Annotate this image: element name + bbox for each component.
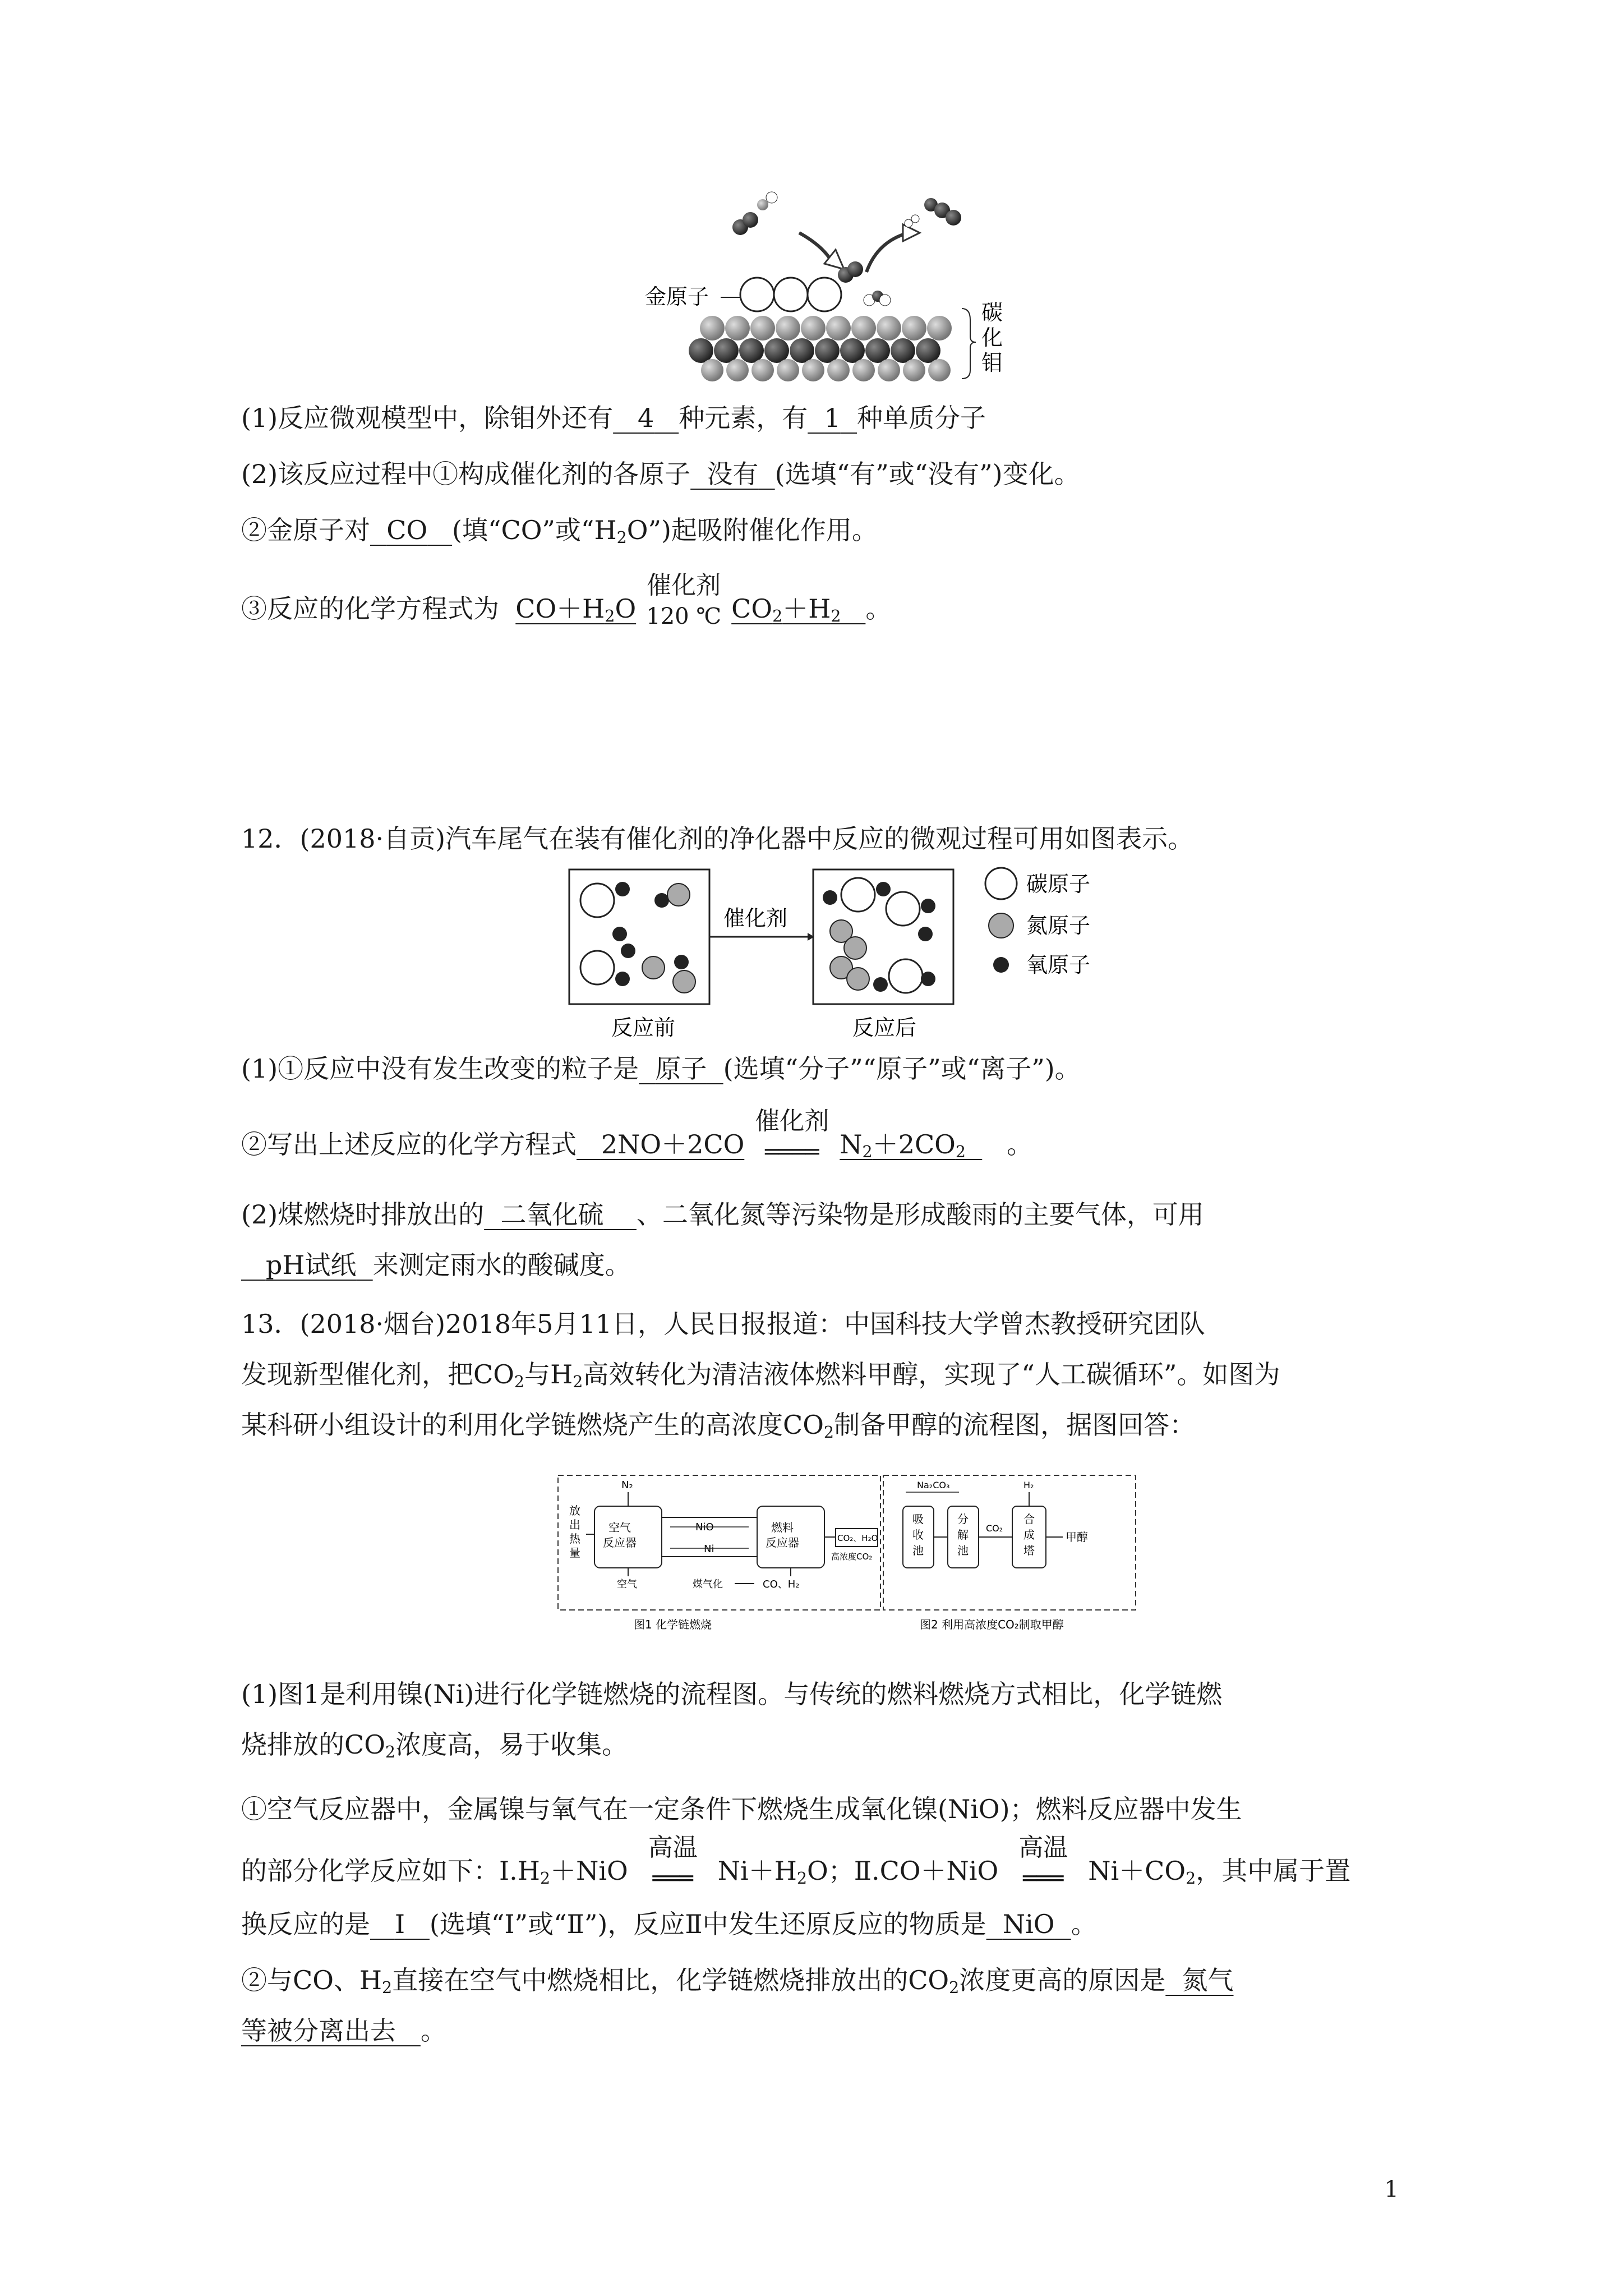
q12-part2b: pH试纸 来测定雨水的酸碱度。 [265,1250,631,1280]
q13-part1-a: (1)图1是利用镍(Ni)进行化学链燃烧的流程图。与传统的燃料燃烧方式相比，化学链燃 [241,1679,1223,1709]
decomp-label-1: 分 [957,1512,969,1526]
fuel-reactor-label-1: 燃料 [771,1521,794,1534]
q13-part3-b: 等被分离出去 。 [241,2016,446,2046]
synth-label-2: 成 [1023,1528,1035,1542]
before-label: 反应前 [611,1015,676,1040]
q13-stem-3: 某科研小组设计的利用化学链燃烧产生的高浓度$CO_2$制备甲醇的流程图，据图回答： [241,1410,1196,1442]
q13-part2-a: ①空气反应器中，金属镍与氧气在一定条件下燃烧生成氧化镍(NiO)；燃料反应器中发生 [241,1794,1242,1824]
catalyst-arrow-label: 催化剂 [723,906,788,931]
q11-equation: ③反应的化学方程式为 $CO+H_2O$ 催化剂 120 ℃ $CO_2+H_2$ 。 [241,571,892,630]
methanol-label: 甲醇 [1066,1530,1088,1544]
q11-part2: (2)该反应过程中①构成催化剂的各原子 没有 (选填“有”或“没有”)变化。 [241,459,1080,489]
heat-label-2: 出 [569,1518,580,1531]
q12-equation: ②写出上述反应的化学方程式 2NO＋2CO 催化剂 ════ $N_2+2CO_2$ 。 [241,1107,1033,1166]
co2-arrow-label: CO₂ [986,1523,1003,1534]
legend-oxygen: 氧原子 [1026,953,1091,977]
figure1-caption: 图1 化学链燃烧 [634,1618,712,1631]
q12-stem: 12．(2018·自贡)汽车尾气在装有催化剂的净化器中反应的微观过程可用如图表示。 [241,823,1194,854]
heat-label-3: 热 [569,1532,580,1545]
synth-label-3: 塔 [1023,1544,1035,1557]
air-reactor-label-1: 空气 [608,1521,631,1534]
page-number: 1 [1384,2177,1399,2202]
heat-label-4: 量 [569,1546,580,1559]
exhaust-reaction-figure [566,867,1138,1043]
q11-part3: ②金原子对 CO (填“CO”或“$H_2O$”)起吸附催化作用。 [241,515,878,547]
air-reactor-label-2: 反应器 [603,1536,637,1549]
h2-label: H₂ [1023,1480,1034,1490]
co-h2-label: CO、H₂ [763,1579,800,1590]
fuel-reactor-label-2: 反应器 [766,1536,799,1549]
chemical-looping-flowchart [555,1473,1138,1635]
coal-label: 煤气化 [693,1579,723,1590]
absorb-label-3: 池 [912,1544,924,1557]
carbide-label-1: 碳 [981,300,1003,325]
q12-part2: (2)煤燃烧时排放出的 二氧化硫 、二氧化氮等污染物是形成酸雨的主要气体，可用 [241,1199,1204,1230]
absorb-label-1: 吸 [912,1512,924,1526]
nio-label: NiO [695,1521,714,1533]
q11-part1: (1)反应微观模型中，除钼外还有 4 种元素，有 1 种单质分子 [241,403,986,433]
na2co3-label: Na₂CO₃ [917,1480,950,1490]
absorb-label-2: 收 [912,1528,924,1542]
q13-part2-b: 的部分化学反应如下：$Ⅰ.H_2+NiO$ 高温 ═══ $Ni+H_2O$；Ⅱ.CO＋NiO 高温 ═══ $Ni+CO_2$，其中属于置 [241,1833,1351,1892]
q12-part1: (1)①反应中没有发生改变的粒子是 原子 (选填“分子”“原子”或“离子”)。 [241,1053,1081,1084]
ni-label: Ni [704,1543,714,1555]
q13-part3-a: ②与CO、$H_2$直接在空气中燃烧相比，化学链燃烧排放出的$CO_2$浓度更高的原因是 氮气 [241,1965,1234,1998]
legend-nitrogen: 氮原子 [1026,913,1091,938]
q13-stem-1: 13．(2018·烟台)2018年5月11日，人民日报报道：中国科技大学曾杰教授研究团队 [241,1309,1205,1339]
after-label: 反应后 [852,1015,917,1040]
catalyst-surface-figure [628,180,1054,381]
q13-stem-2: 发现新型催化剂，把$CO_2$与$H_2$高效转化为清洁液体燃料甲醇，实现了“人工碳循环”。如图为 [241,1359,1280,1392]
legend-carbon: 碳原子 [1026,872,1091,896]
gold-atom-label: 金原子 [645,284,709,309]
synth-label-1: 合 [1023,1512,1035,1526]
heat-label-1: 放 [569,1504,580,1517]
carbide-label-3: 钼 [981,351,1003,375]
figure2-caption: 图2 利用高浓度CO₂制取甲醇 [920,1618,1064,1631]
air-input-label: 空气 [617,1579,637,1590]
decomp-label-2: 解 [957,1528,969,1542]
carbide-label-2: 化 [981,325,1003,350]
decomp-label-3: 池 [957,1544,969,1557]
q13-part2-c: 换反应的是 Ⅰ (选填“Ⅰ”或“Ⅱ”)，反应Ⅱ中发生还原反应的物质是 NiO 。 [241,1909,1097,1939]
carbide-layer [689,316,952,381]
n2-label: N₂ [621,1479,633,1491]
co2-h2o-label: CO₂、H₂O [837,1533,878,1543]
q13-part1-b: 烧排放的$CO_2$浓度高，易于收集。 [241,1729,628,1762]
high-co2-label: 高浓度CO₂ [831,1552,873,1562]
